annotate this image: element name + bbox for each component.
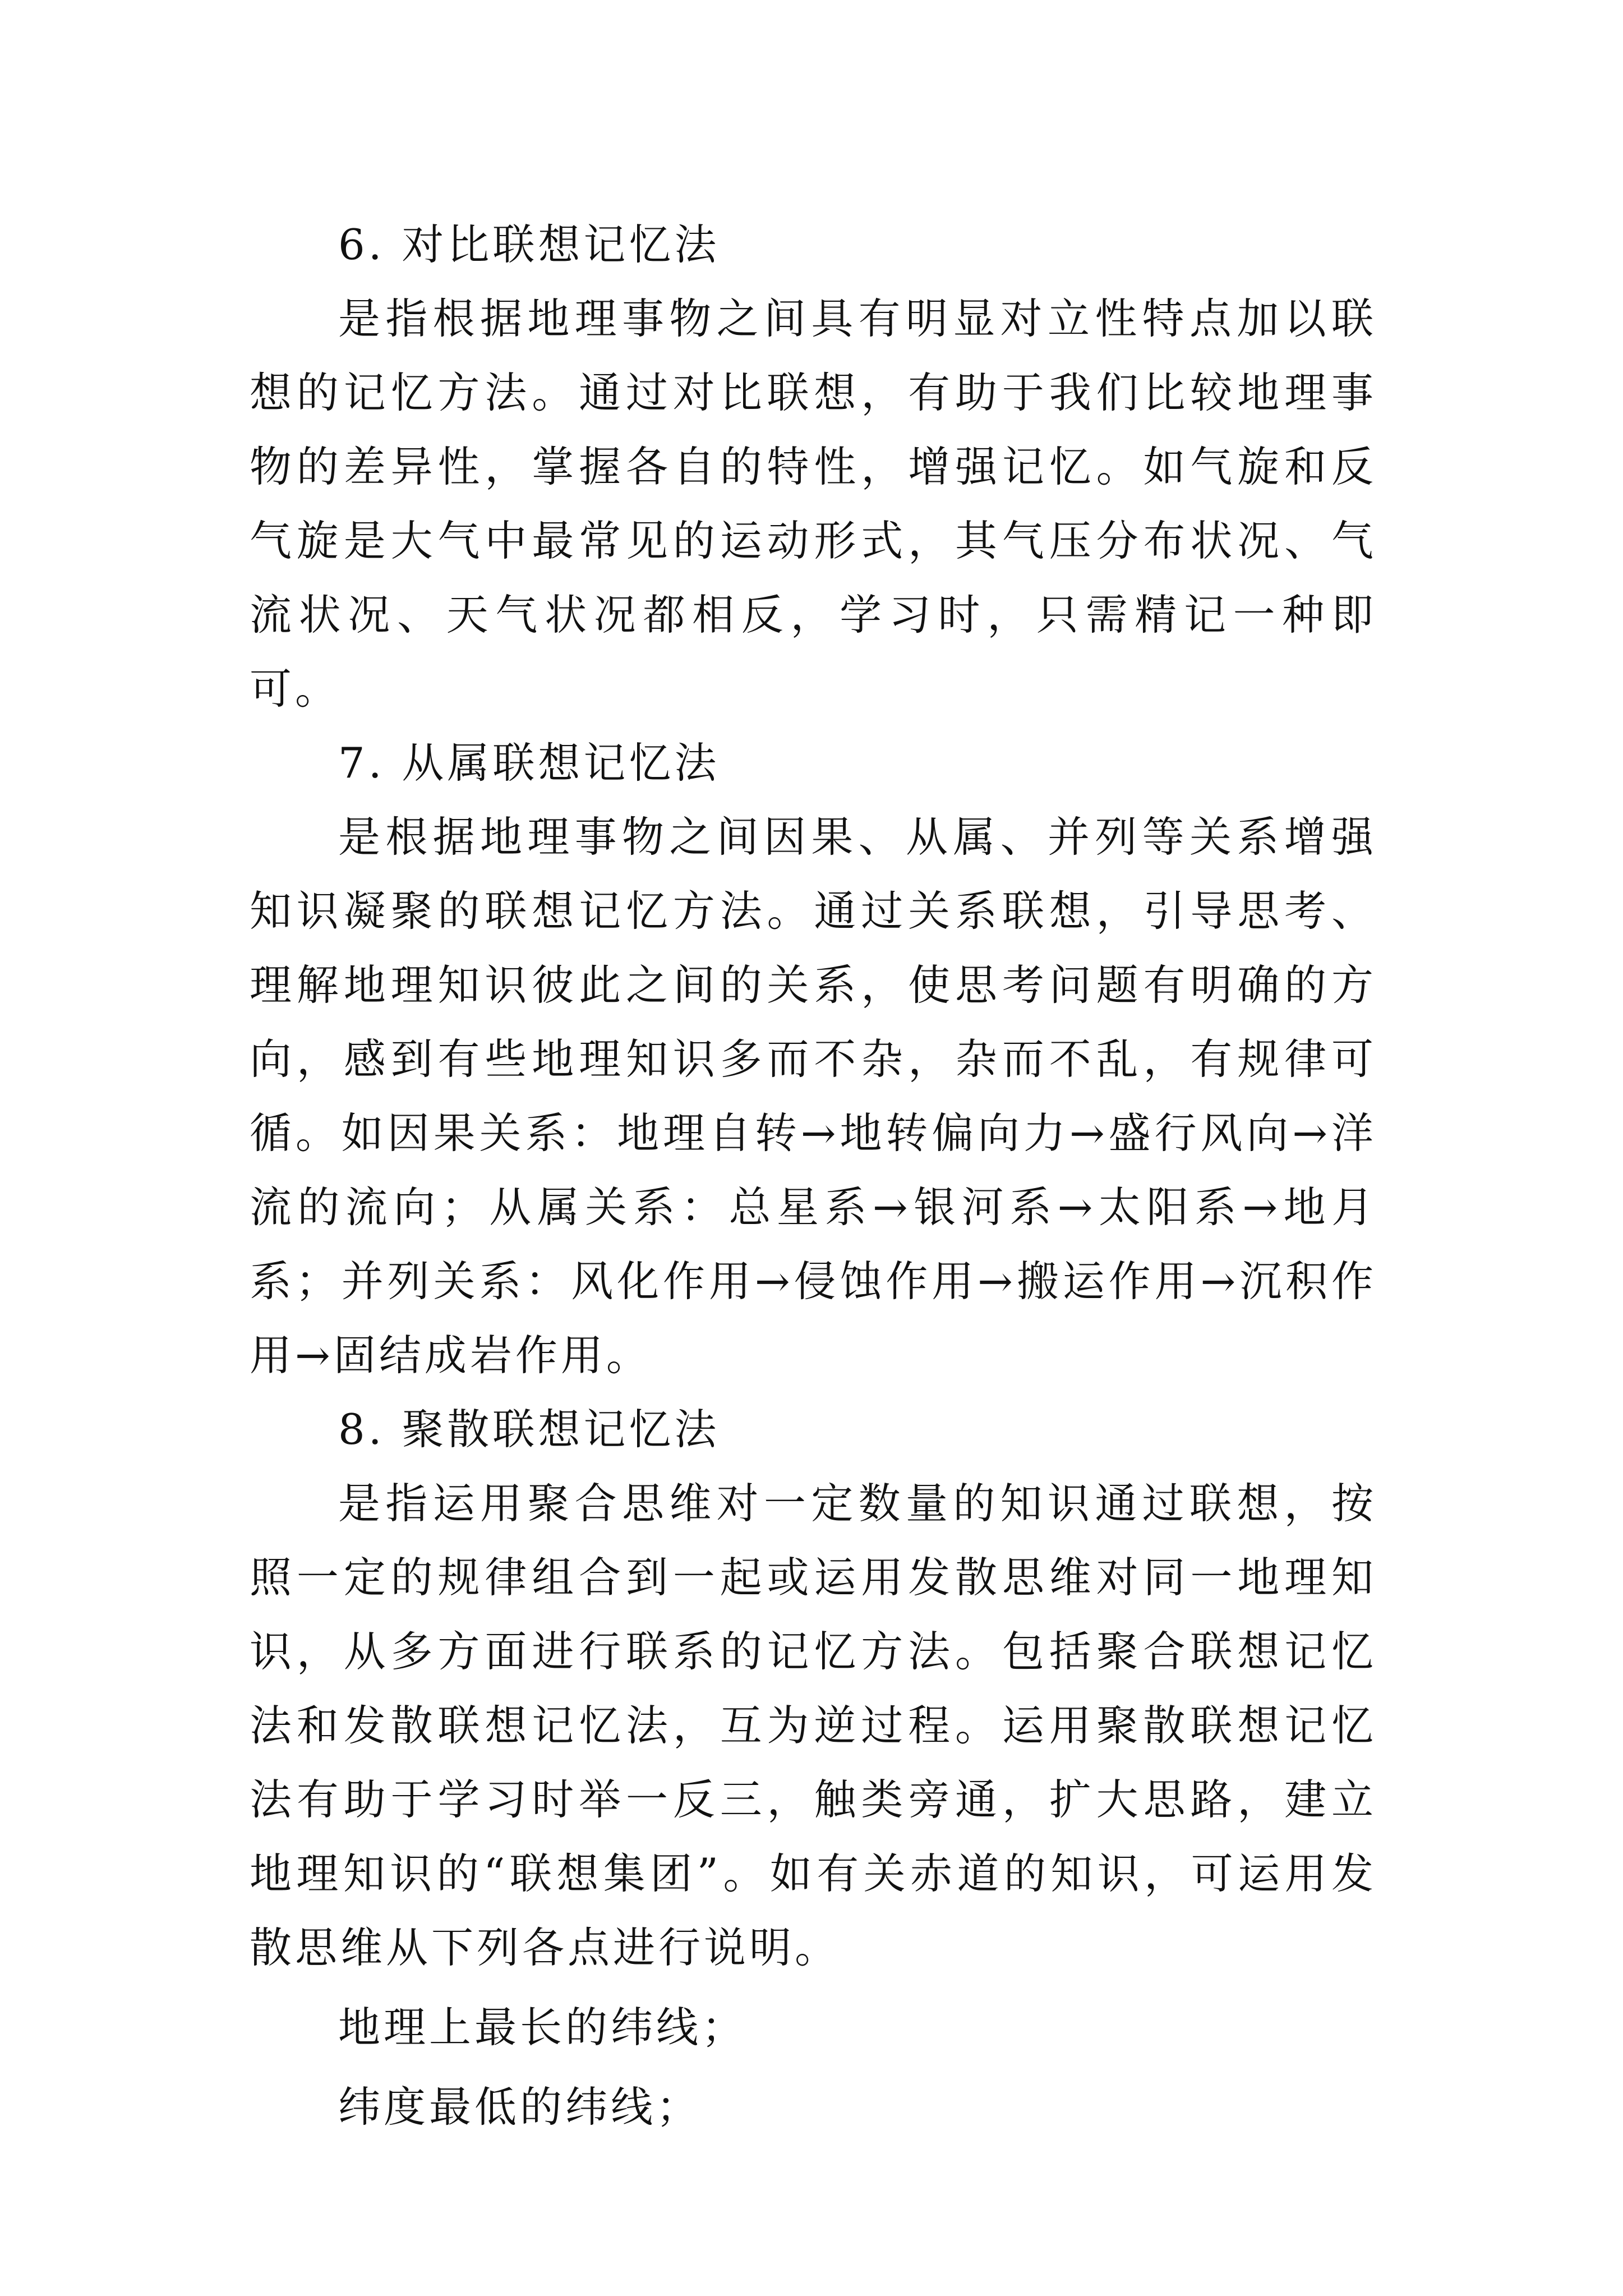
section-paragraph-8: 是指运用聚合思维对一定数量的知识通过联想，按照一定的规律组合到一起或运用发散思维对同一地理知识，从多方面进行联系的记忆方法。包括聚合联想记忆法和发散联想记忆法，互为逆过程。运用聚散联想记忆法有助于学习时举一反三，触类旁通，扩大思路，建立地理知识的“联想集团”。如有关赤道的知识，可运用发散思维从下列各点进行说明。 [250, 1479, 1377, 1972]
document-body [250, 208, 1377, 2144]
list-item: 地理上最长的纬线； [338, 2003, 748, 2052]
section-heading-8: 8. 聚散联想记忆法 [338, 1405, 720, 1454]
section-paragraph-6: 是指根据地理事物之间具有明显对立性特点加以联想的记忆方法。通过对比联想，有助于我们比较地理事物的差异性，掌握各自的特性，增强记忆。如气旋和反气旋是大气中最常见的运动形式，其气压分布状况、气流状况、天气状况都相反，学习时，只需精记一种即可。 [250, 294, 1377, 714]
section-heading-7: 7. 从属联想记忆法 [338, 738, 720, 788]
section-heading-6: 6. 对比联想记忆法 [338, 220, 720, 269]
section-paragraph-7: 是根据地理事物之间因果、从属、并列等关系增强知识凝聚的联想记忆方法。通过关系联想，引导思考、理解地理知识彼此之间的关系，使思考问题有明确的方向，感到有些地理知识多而不杂，杂而不乱，有规律可循。如因果关系：地理自转→地转偏向力→盛行风向→洋流的流向；从属关系：总星系→银河系→太阳系→地月系；并列关系：风化作用→侵蚀作用→搬运作用→沉积作用→固结成岩作用。 [250, 812, 1377, 1380]
list-item: 纬度最低的纬线； [338, 2082, 702, 2132]
